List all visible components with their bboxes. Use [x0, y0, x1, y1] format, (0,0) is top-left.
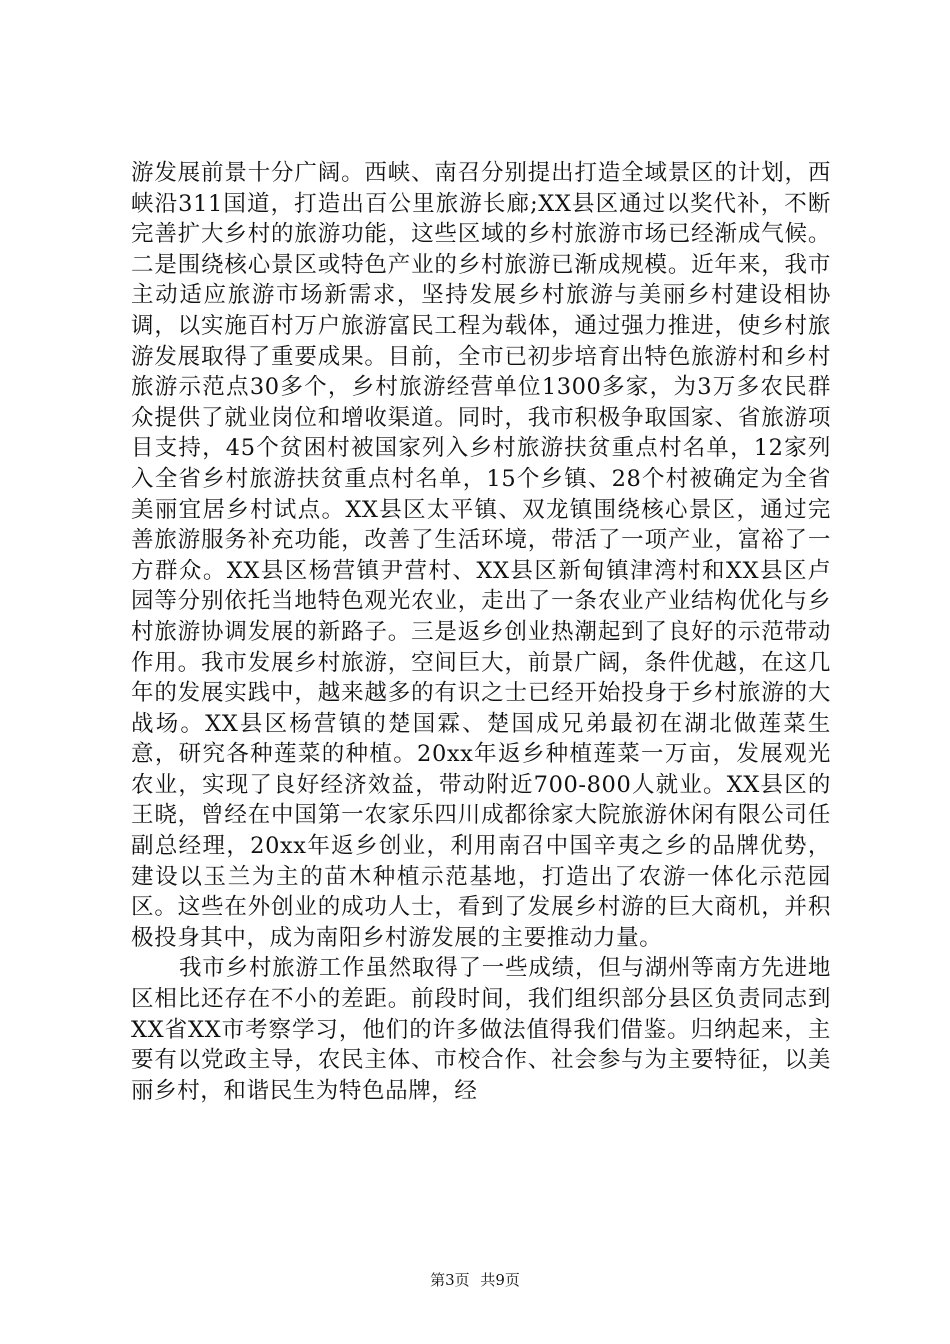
page-total: 共9页 [480, 1271, 520, 1289]
document-body [131, 158, 831, 1106]
page-footer [0, 1270, 950, 1290]
body-paragraph-1: 游发展前景十分广阔。西峡、南召分别提出打造全域景区的计划，西峡沿311国道，打造出百公里旅游长廊;XX县区通过以奖代补，不断完善扩大乡村的旅游功能，这些区域的乡村旅游市场已经渐成气候。二是围绕核心景区或特色产业的乡村旅游已渐成规模。近年来，我市主动适应旅游市场新需求，坚持发展乡村旅游与美丽乡村建设相协调，以实施百村万户旅游富民工程为载体，通过强力推进，使乡村旅游发展取得了重要成果。目前，全市已初步培育出特色旅游村和乡村旅游示范点30多个，乡村旅游经营单位1300多家，为3万多农民群众提供了就业岗位和增收渠道。同时，我市积极争取国家、省旅游项目支持，45个贫困村被国家列入乡村旅游扶贫重点村名单，12家列入全省乡村旅游扶贫重点村名单，15个乡镇、28个村被确定为全省美丽宜居乡村试点。XX县区太平镇、双龙镇围绕核心景区，通过完善旅游服务补充功能，改善了生活环境，带活了一项产业，富裕了一方群众。XX县区杨营镇尹营村、XX县区新甸镇津湾村和XX县区卢园等分别依托当地特色观光农业，走出了一条农业产业结构优化与乡村旅游协调发展的新路子。三是返乡创业热潮起到了良好的示范带动作用。我市发展乡村旅游，空间巨大，前景广阔，条件优越，在这几年的发展实践中，越来越多的有识之士已经开始投身于乡村旅游的大战场。XX县区杨营镇的楚国霖、楚国成兄弟最初在湖北做莲菜生意，研究各种莲菜的种植。20xx年返乡种植莲菜一万亩，发展观光农业，实现了良好经济效益，带动附近700-800人就业。XX县区的王晓，曾经在中国第一农家乐四川成都徐家大院旅游休闲有限公司任副总经理，20xx年返乡创业，利用南召中国辛夷之乡的品牌优势，建设以玉兰为主的苗木种植示范基地，打造出了农游一体化示范园区。这些在外创业的成功人士，看到了发展乡村游的巨大商机，并积极投身其中，成为南阳乡村游发展的主要推动力量。 [131, 160, 831, 951]
page-number: 第3页 [430, 1271, 470, 1289]
body-paragraph-2: 我市乡村旅游工作虽然取得了一些成绩，但与湖州等南方先进地区相比还存在不小的差距。前段时间，我们组织部分县区负责同志到XX省XX市考察学习，他们的许多做法值得我们借鉴。归纳起来，主要有以党政主导，农民主体、市校合作、社会参与为主要特征，以美丽乡村，和谐民生为特色品牌，经 [131, 955, 831, 1104]
